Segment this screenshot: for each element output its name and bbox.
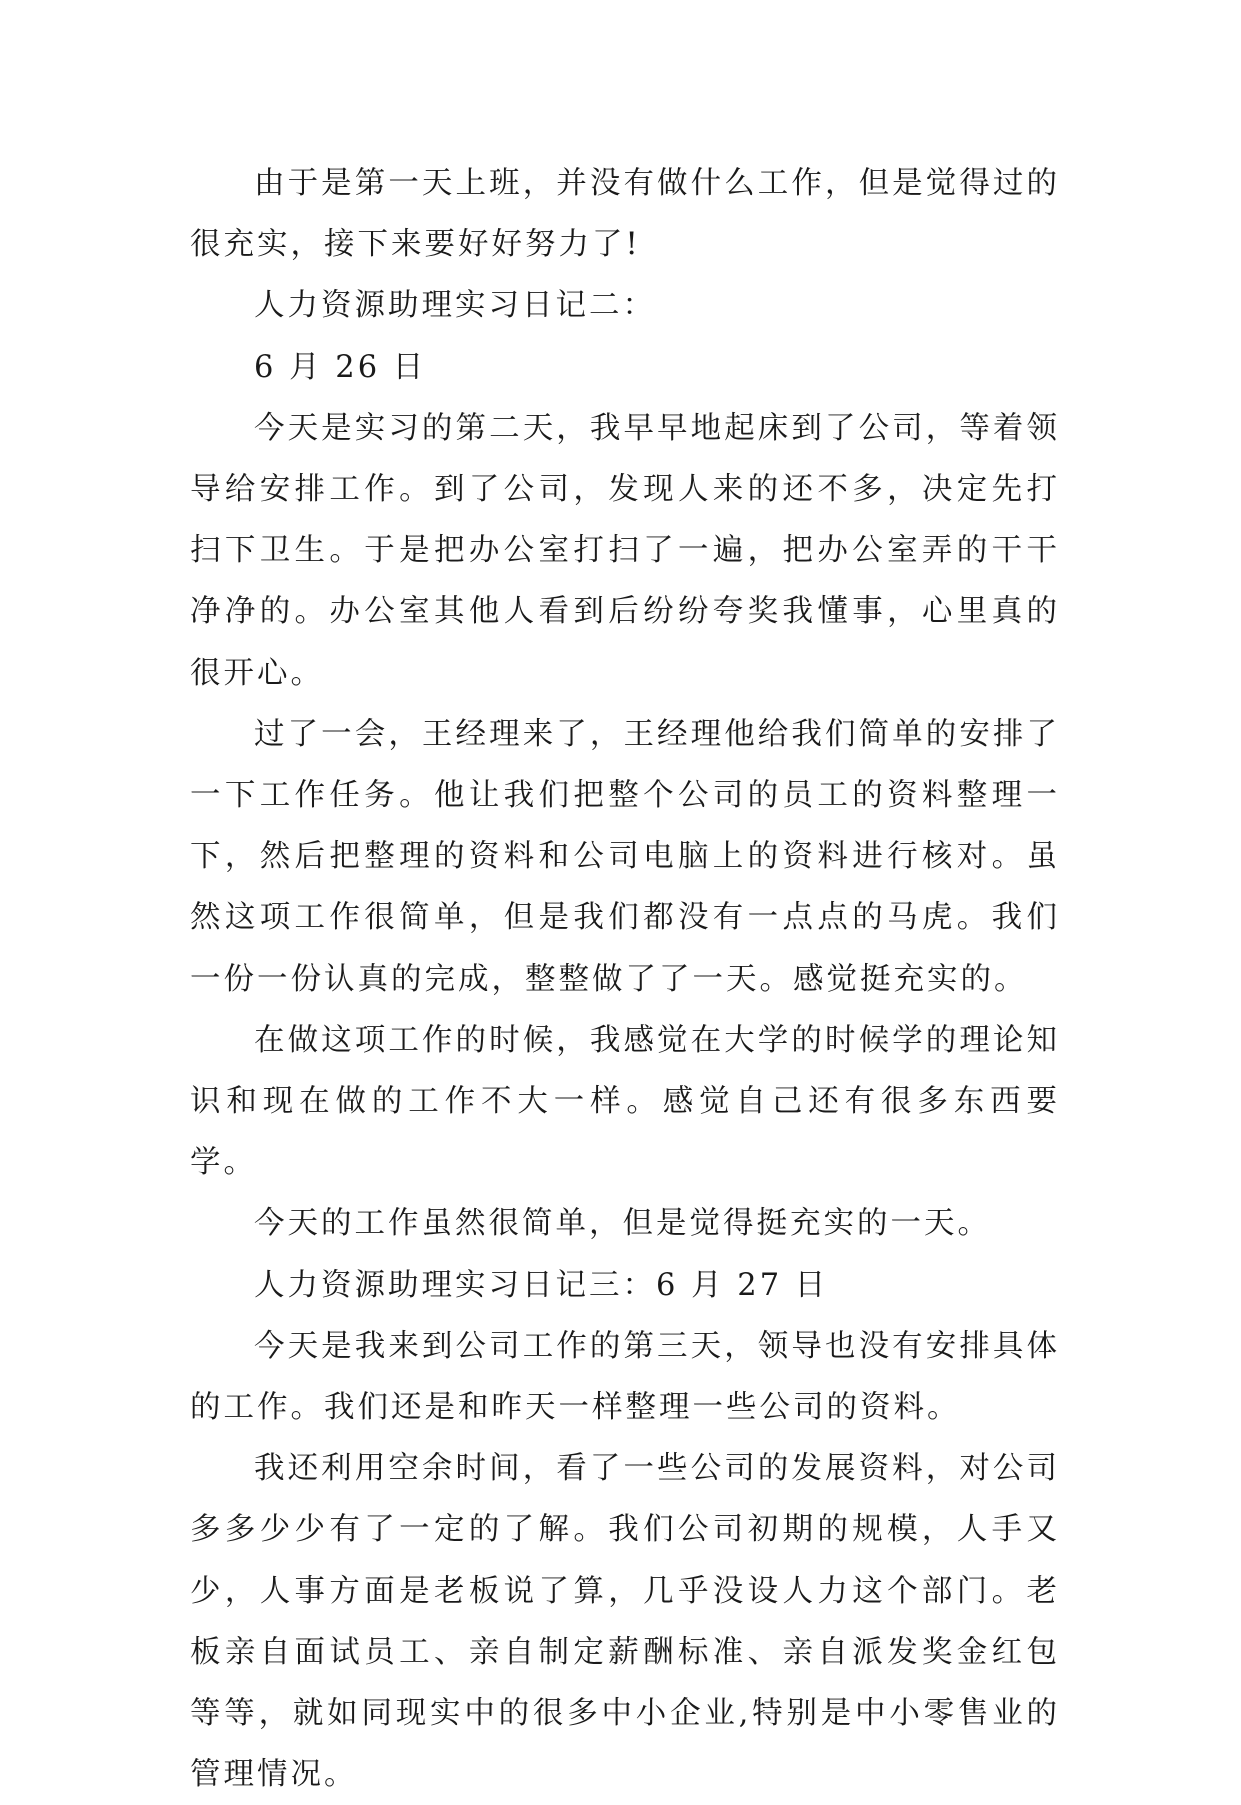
paragraph-6: 今天是我来到公司工作的第三天，领导也没有安排具体的工作。我们还是和昨天一样整理一些公司的资料。 — [190, 1328, 1060, 1426]
document-body — [190, 153, 1060, 1805]
paragraph-3: 过了一会，王经理来了，王经理他给我们简单的安排了一下工作任务。他让我们把整个公司的员工的资料整理一下，然后把整理的资料和公司电脑上的资料进行核对。虽然这项工作很简单，但是我们都没有一点点的马虎。我们一份一份认真的完成，整整做了了一天。感觉挺充实的。 — [190, 716, 1060, 997]
date-line: 6 月 26 日 — [254, 349, 427, 385]
paragraph-4: 在做这项工作的时候，我感觉在大学的时候学的理论知识和现在做的工作不大一样。感觉自己还有很多东西要学。 — [190, 1022, 1060, 1181]
paragraph-5: 今天的工作虽然很简单，但是觉得挺充实的一天。 — [254, 1206, 991, 1242]
paragraph-7: 我还利用空余时间，看了一些公司的发展资料，对公司多多少少有了一定的了解。我们公司初期的规模，人手又少，人事方面是老板说了算，几乎没设人力这个部门。老板亲自面试员工、亲自制定薪酬标准、亲自派发奖金红包等等，就如同现实中的很多中小企业,特别是中小零售业的管理情况。 — [190, 1451, 1060, 1793]
paragraph-1: 由于是第一天上班，并没有做什么工作，但是觉得过的很充实，接下来要好好努力了! — [190, 166, 1060, 263]
section-heading-diary-3: 人力资源助理实习日记三：6 月 27 日 — [254, 1267, 829, 1303]
paragraph-2: 今天是实习的第二天，我早早地起床到了公司，等着领导给安排工作。到了公司，发现人来的还不多，决定先打扫下卫生。于是把办公室打扫了一遍，把办公室弄的干干净净的。办公室其他人看到后纷纷夸奖我懂事，心里真的很开心。 — [190, 410, 1060, 691]
section-heading-diary-2: 人力资源助理实习日记二： — [254, 288, 656, 324]
